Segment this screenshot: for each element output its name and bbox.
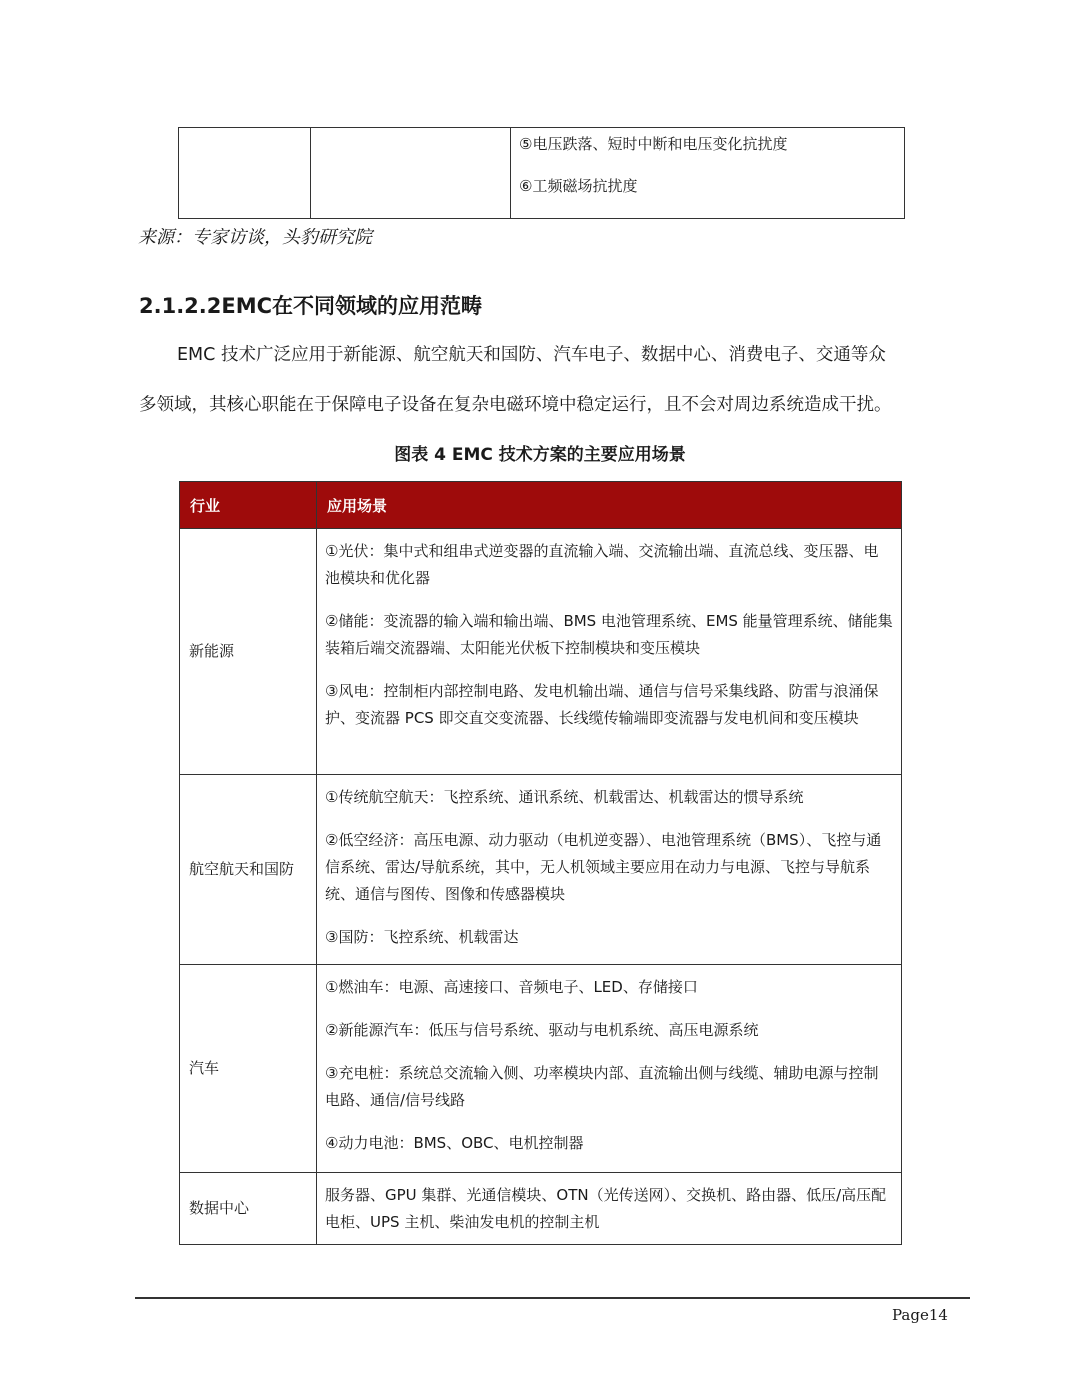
scenario-cell (317, 1173, 902, 1245)
main-table (179, 481, 902, 1245)
scenario-item: ④动力电池：BMS、OBC、电机控制器 (325, 1134, 584, 1152)
header-scenario: 应用场景 (317, 482, 902, 529)
body-paragraph (139, 330, 959, 430)
table-row (180, 529, 902, 775)
scenario-cell (317, 965, 902, 1173)
industry-cell: 新能源 (180, 529, 317, 775)
scenario-cell (317, 529, 902, 775)
scenario-item: ①传统航空航天：飞控系统、通讯系统、机载雷达、机载雷达的惯导系统 (325, 788, 804, 806)
scenario-item: ②低空经济：高压电源、动力驱动（电机逆变器）、电池管理系统（BMS）、飞控与通信系统、雷达/导航系统，其中，无人机领域主要应用在动力与电源、飞控与导航系统、通信与图传、图像和传感器模块 (325, 831, 882, 903)
source-note: 来源：专家访谈，头豹研究院 (138, 227, 372, 248)
top-table-item: ⑥工频磁场抗扰度 (519, 177, 638, 195)
industry-cell: 航空航天和国防 (180, 775, 317, 965)
scenario-cell (317, 775, 902, 965)
table-row (180, 775, 902, 965)
header-industry: 行业 (180, 482, 317, 529)
scenario-item: 服务器、GPU 集群、光通信模块、OTN（光传送网）、交换机、路由器、低压/高压配电柜、UPS 主机、柴油发电机的控制主机 (325, 1186, 887, 1231)
table-row (180, 965, 902, 1173)
top-table-item: ⑤电压跌落、短时中断和电压变化抗扰度 (519, 135, 788, 153)
scenario-item: ③国防：飞控系统、机载雷达 (325, 928, 519, 946)
scenario-item: ①光伏：集中式和组串式逆变器的直流输入端、交流输出端、直流总线、变压器、电池模块和优化器 (325, 542, 879, 587)
table-row (180, 1173, 902, 1245)
top-table-cell-items (511, 128, 905, 219)
body-line-1: EMC 技术广泛应用于新能源、航空航天和国防、汽车电子、数据中心、消费电子、交通等众 (177, 345, 886, 365)
scenario-item: ③充电桩：系统总交流输入侧、功率模块内部、直流输出侧与线缆、辅助电源与控制电路、通信/信号线路 (325, 1064, 879, 1109)
industry-cell: 汽车 (180, 965, 317, 1173)
top-table-cell-type (311, 128, 511, 219)
figure-caption: 图表 4 EMC 技术方案的主要应用场景 (394, 445, 686, 465)
scenario-item: ②储能：变流器的输入端和输出端、BMS 电池管理系统、EMS 能量管理系统、储能集装箱后端交流器端、太阳能光伏板下控制模块和变压模块 (325, 612, 893, 657)
page-number: Page14 (892, 1306, 948, 1324)
scenario-item: ③风电：控制柜内部控制电路、发电机输出端、通信与信号采集线路、防雷与浪涌保护、变流器 PCS 即交直交变流器、长线缆传输端即变流器与发电机间和变压模块 (325, 682, 879, 727)
industry-cell: 数据中心 (180, 1173, 317, 1245)
top-table (178, 127, 905, 219)
body-line-2: 多领域，其核心职能在于保障电子设备在复杂电磁环境中稳定运行，且不会对周边系统造成干扰。 (139, 395, 892, 415)
main-table-header-row (180, 482, 902, 529)
scenario-item: ①燃油车：电源、高速接口、音频电子、LED、存储接口 (325, 978, 698, 996)
scenario-item: ②新能源汽车：低压与信号系统、驱动与电机系统、高压电源系统 (325, 1021, 759, 1039)
top-table-cell-industry (179, 128, 311, 219)
footer-rule (135, 1297, 970, 1299)
section-heading: 2.1.2.2EMC在不同领域的应用范畴 (139, 294, 483, 318)
